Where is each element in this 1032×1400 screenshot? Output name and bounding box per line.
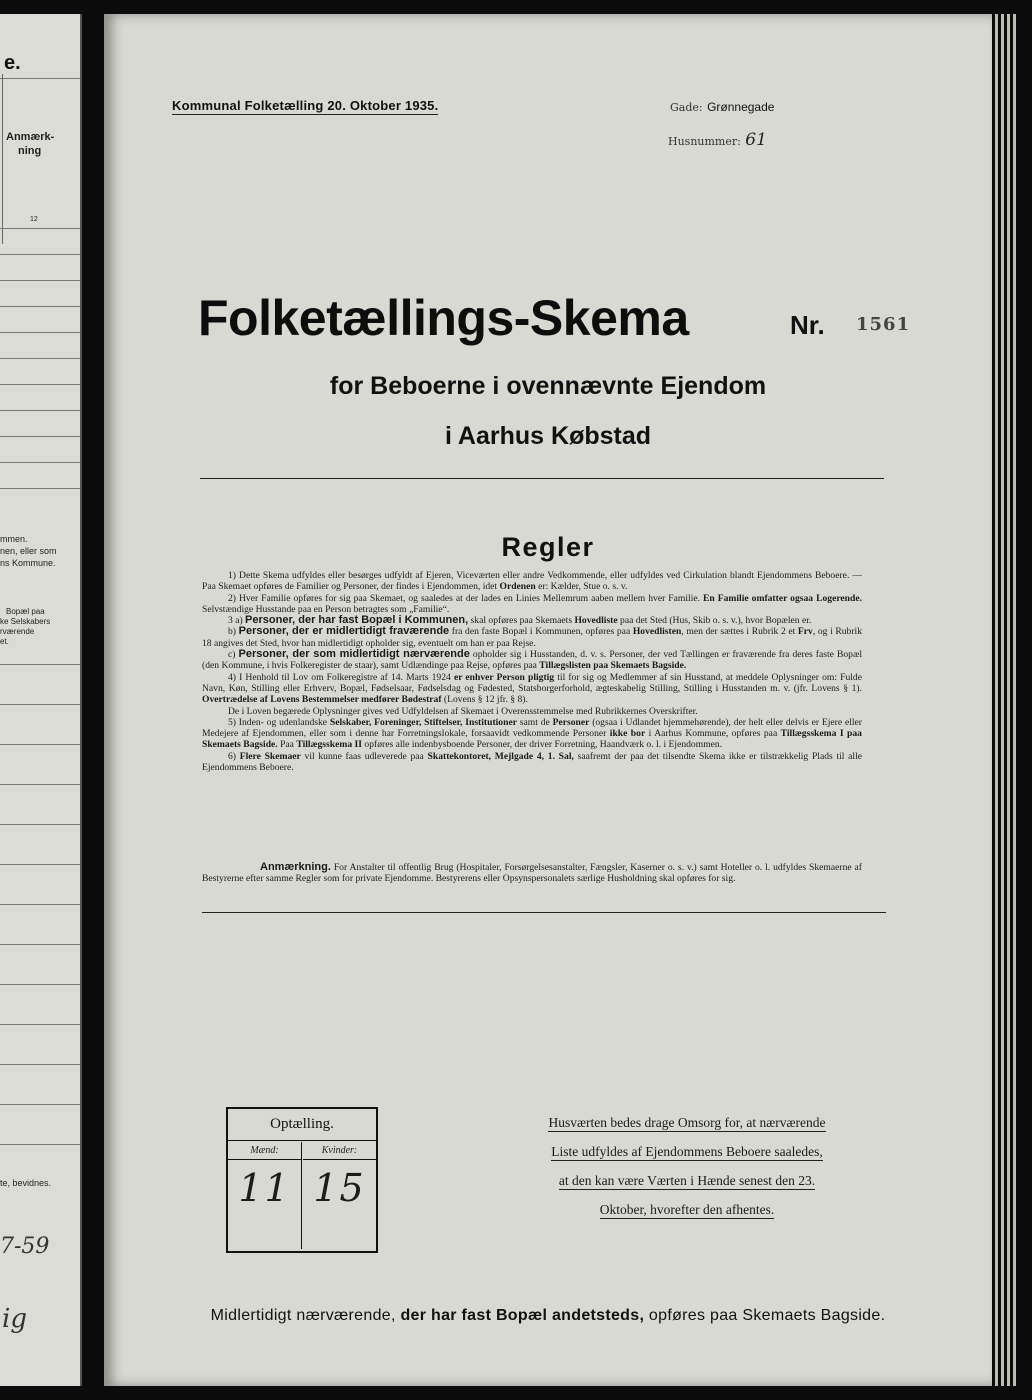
rule-3a: 3 a) Personer, der har fast Bopæl i Kommunen, skal opføres paa Skemaets Hovedliste paa det Sted (Hus, Skib o. s. v.), hvor Bopælen er.: [228, 614, 812, 627]
left-page-rule: [0, 332, 80, 333]
house-number-value: 61: [745, 130, 767, 150]
left-page-rule: [0, 410, 80, 411]
page-edge: [1001, 14, 1004, 1386]
annotation-note: [202, 862, 862, 885]
left-page-handwriting: 7-59: [0, 1234, 50, 1259]
landlord-line-1: Husværten bedes drage Omsorg for, at nærværende: [548, 1115, 826, 1130]
left-page-rule: [0, 78, 80, 79]
left-page-fragment: ns Kommune.: [0, 558, 56, 568]
count-box-title: Optælling.: [228, 1109, 376, 1141]
census-title: Kommunal Folketælling 20. Oktober 1935.: [172, 98, 439, 113]
left-page-rule: [0, 436, 80, 437]
left-page-rule: [0, 1064, 80, 1065]
form-title: Folketællings-Skema: [198, 290, 689, 346]
rule-1: 1) Dette Skema udfyldes eller besørges udfyldt af Ejeren, Viceværten eller andre Vedkommende, eller udfyldes ved Cirkulation blandt Ejendommens Beboere. — Paa Skemaet opføres de Familier og Personer, der findes i Ejendommen, idet Ordenen er: Kælder, Stue o. s. v.: [202, 570, 862, 593]
left-page-rule: [0, 228, 80, 229]
left-page-rule: [0, 904, 80, 905]
left-page-rule: [0, 944, 80, 945]
left-page-handwriting: ig: [2, 1304, 27, 1334]
left-page-rule: [0, 664, 80, 665]
women-column: [303, 1142, 376, 1249]
street-field: [670, 98, 774, 116]
rule-2: 2) Hver Familie opføres for sig paa Skemaet, og saaledes at der lades en Linies Mellemrum aaben mellem hver Familie. En Familie omfatter ogsaa Logerende. Selvstændige Husstande paa en Person betragtes som „Familie“.: [202, 592, 863, 615]
left-page-fragment: ke Selskabers: [0, 617, 51, 626]
women-label: Kvinder:: [303, 1142, 376, 1160]
left-page-rule: [0, 306, 80, 307]
men-column: [228, 1142, 302, 1249]
page-edge: [995, 14, 998, 1386]
men-label: Mænd:: [228, 1142, 301, 1160]
women-count: 15: [313, 1166, 366, 1210]
form-subtitle-1: for Beboerne i ovennævnte Ejendom: [329, 372, 767, 400]
divider: [200, 478, 884, 479]
left-page-rule: [0, 384, 80, 385]
annotation-label: Anmærkning.: [260, 861, 331, 873]
rule-5: 5) Inden- og udenlandske Selskaber, Foreninger, Stiftelser, Institutioner samt de Personer (ogsaa i Udlandet hjemmehørende), der helt eller delvis er Ejere eller Medejere af Ejendommen, eller som i denne har Forretningslokale, forsaavidt vedkommende Personer ikke bor i Aarhus Kommune, opføres paa Tillægsskema I paa Skemaets Bagside. Paa Tillægsskema II opføres alle indenbysboende Personer, der driver Forretning, Haandværk o. l. i Ejendommen.: [202, 716, 862, 751]
left-page-rule: [0, 1024, 80, 1025]
landlord-line: [512, 1108, 862, 1137]
left-page-rule: [0, 254, 80, 255]
landlord-line-4: Oktober, hvorefter den afhentes.: [599, 1202, 775, 1217]
landlord-line: [512, 1137, 862, 1166]
rule-6: 6) Flere Skemaer vil kunne faas udleverede paa Skattekontoret, Mejlgade 4, 1. Sal, saafremt der paa det tilsendte Skema ikke er tilstrækkelig Plads til alle Ejendommens Beboere.: [202, 750, 863, 774]
left-page-rule: [0, 462, 80, 463]
left-page-rule: [0, 358, 80, 359]
page-edge: [1013, 14, 1016, 1386]
count-box: [226, 1107, 378, 1253]
left-page-fragment: Bopæl paa: [6, 607, 45, 616]
footer-bold: der har fast Bopæl andetsteds,: [400, 1307, 645, 1324]
left-page-rule: [0, 280, 80, 281]
rule-3c: c) Personer, der som midlertidigt nærværende opholder sig i Husstanden, d. v. s. Personer, der ved Tællingen er fraværende fra deres faste Bopæl (den Kommune, i hvis Folkeregister de staar), samt Udlændinge paa Rejse, opføres paa Tillægslisten paa Skemaets Bagside.: [202, 648, 863, 672]
left-page-col-number: 12: [30, 216, 38, 223]
form-number-label: Nr.: [790, 310, 825, 340]
left-facing-page: [0, 14, 82, 1386]
men-count: 11: [238, 1166, 291, 1210]
footer-instruction: [208, 1307, 888, 1325]
landlord-line-3: at den kan være Værten i Hænde senest den 23.: [558, 1173, 816, 1188]
left-page-rule: [0, 784, 80, 785]
left-page-fragment: mmen.: [0, 534, 28, 544]
left-page-fragment: te, bevidnes.: [0, 1178, 52, 1188]
house-number-field: [668, 130, 767, 150]
house-number-label: Husnummer:: [668, 135, 741, 148]
footer-pre: Midlertidigt nærværende,: [210, 1307, 401, 1324]
left-page-rule: [0, 744, 80, 745]
left-page-col-header-2: ning: [18, 145, 42, 157]
landlord-line: [512, 1195, 862, 1224]
left-page-letter: e.: [4, 52, 21, 74]
left-page-fragment: nen, eller som: [0, 546, 57, 556]
annotation-text: For Anstalter til offentlig Brug (Hospitaler, Forsørgelsesanstalter, Fængsler, Kaserner o. s. v.) samt Hoteller o. l. udfyldes Skemaerne af Bestyrerne efter samme Regler som for private Ejendomme. Bestyrerens eller Opsynspersonalets særlige Husholdning skal opføres for sig.: [202, 862, 862, 885]
rule-3b: b) Personer, der er midlertidigt fraværende fra den faste Bopæl i Kommunen, opføres paa Hovedlisten, men der sættes i Rubrik 2 et Frv, og i Rubrik 18 angives det Sted, hvor han midlertidigt opholder sig, eventuelt om han er paa Rejse.: [202, 625, 862, 649]
street-value: Grønnegade: [707, 100, 775, 114]
rule-4: 4) I Henhold til Lov om Folkeregistre af 14. Marts 1924 er enhver Person pligtig til for sig og Medlemmer af sin Husstand, at meddele Oplysninger om: Fulde Navn, Køn, Stilling eller Erhverv, Bopæl, Fødselsaar, Fødselsdag og Fødested, Statsborgerforhold, ægteskabelig Stilling, Stilling i Husstanden m. v. (jfr. Lovens § 1). Overtrædelse af Lovens Bestemmelser medfører Bødestraf (Lovens § 12 jfr. § 8).: [202, 671, 862, 706]
left-page-rule: [0, 704, 80, 705]
rules-heading: Regler: [501, 532, 595, 562]
footer-post: opføres paa Skemaets Bagside.: [644, 1307, 886, 1324]
left-page-col-header-1: Anmærk-: [6, 131, 55, 143]
left-page-rule: [0, 1144, 80, 1145]
left-page-fragment: et.: [0, 637, 9, 646]
left-page-rule: [0, 1104, 80, 1105]
rule-4-note: De i Loven begærede Oplysninger gives ved Udfyldelsen af Skemaet i Overensstemmelse med Rubrikkernes Overskrifter.: [228, 705, 698, 717]
left-page-rule: [0, 488, 80, 489]
left-page-rule: [0, 864, 80, 865]
landlord-line-2: Liste udfyldes af Ejendommens Beboere saaledes,: [551, 1144, 823, 1159]
left-page-col-divider: [2, 74, 3, 244]
landlord-instruction: [512, 1108, 862, 1224]
census-form-page: [104, 14, 992, 1386]
divider: [202, 912, 886, 913]
left-page-fragment: rværende: [0, 627, 35, 636]
page-edge: [1007, 14, 1010, 1386]
rules-text: [202, 570, 862, 773]
left-page-rule: [0, 824, 80, 825]
form-subtitle-2: i Aarhus Købstad: [444, 422, 652, 450]
form-number-value: 1561: [856, 314, 911, 335]
street-label: Gade:: [670, 101, 703, 114]
landlord-line: [512, 1166, 862, 1195]
left-page-rule: [0, 984, 80, 985]
